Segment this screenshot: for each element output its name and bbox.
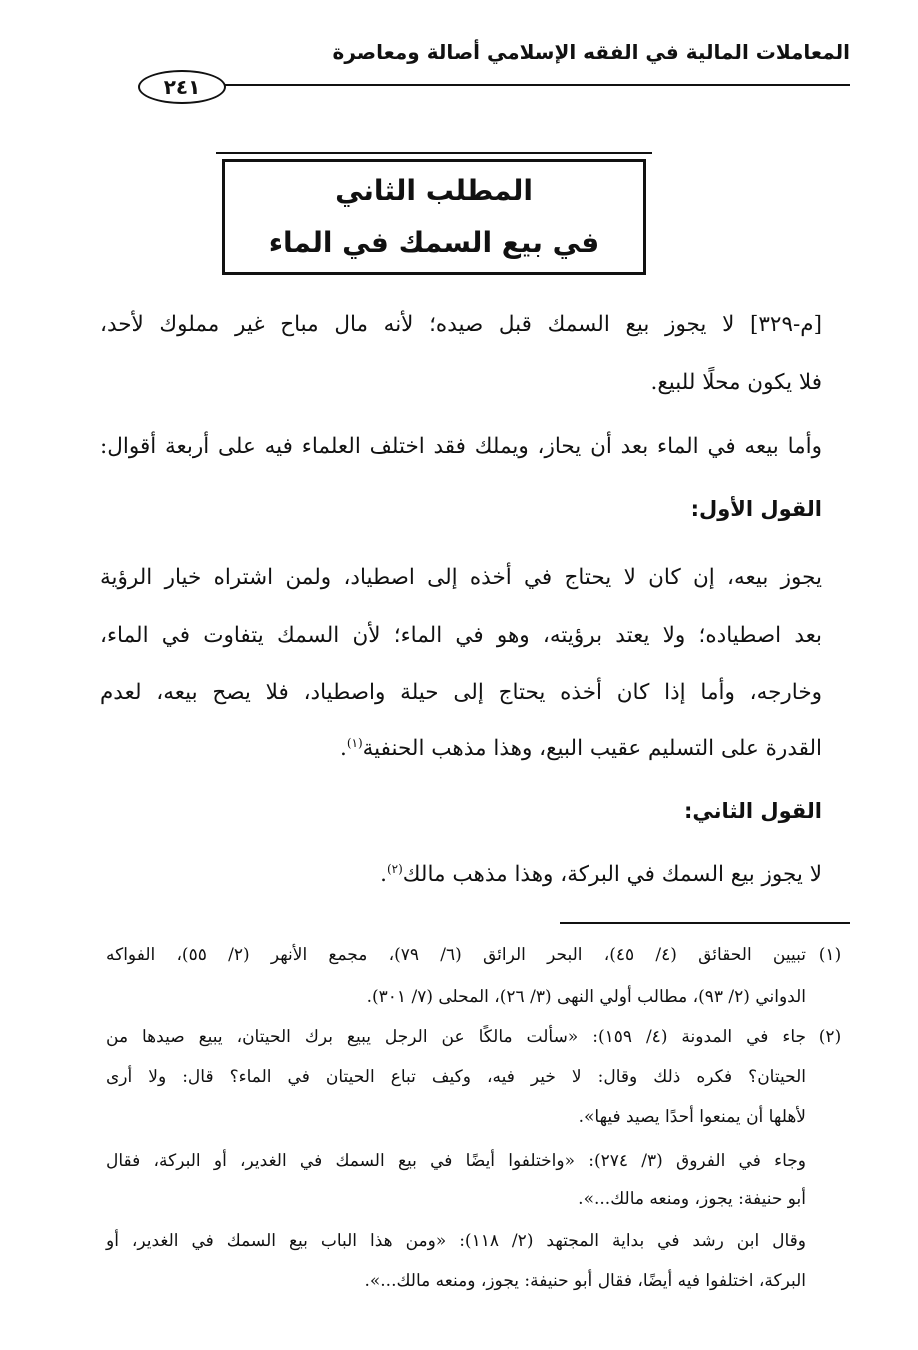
paragraph-3-line-4-text: القدرة على التسليم عقيب البيع، وهذا مذهب الحنفية bbox=[362, 736, 822, 761]
page-number: ٢٤١ bbox=[138, 70, 226, 104]
footnote-1-line-1: تبيين الحقائق (٤/ ٤٥)، البحر الرائق (٦/ ٧٩)، مجمع الأنهر (٢/ ٥٥)، الفواكه bbox=[106, 945, 806, 965]
footnote-2-line-5: أبو حنيفة: يجوز، ومنعه مالك...». bbox=[578, 1189, 806, 1209]
footnote-ref-1[interactable]: (١) bbox=[346, 735, 363, 750]
footnote-2-line-6: وقال ابن رشد في بداية المجتهد (٢/ ١١٨): «ومن هذا الباب بيع السمك في الغدير، أو bbox=[106, 1231, 806, 1251]
footnote-2-line-2: الحيتان؟ فكره ذلك وقال: لا خير فيه، وكيف تباع الحيتان في الماء؟ قال: ولا أرى bbox=[106, 1067, 806, 1087]
footnote-2-number: (٢) bbox=[818, 1027, 842, 1047]
footnote-ref-2[interactable]: (٢) bbox=[386, 861, 403, 876]
footnote-1-number: (١) bbox=[818, 945, 842, 965]
heading-second-opinion: القول الثاني: bbox=[684, 799, 822, 823]
footnote-2-line-3: لأهلها أن يمنعوا أحدًا يصيد فيها». bbox=[578, 1107, 806, 1127]
running-header-title: المعاملات المالية في الفقه الإسلامي أصالة ومعاصرة bbox=[332, 40, 850, 64]
section-title-line1: المطلب الثاني bbox=[335, 174, 533, 207]
paragraph-4-line-1 bbox=[380, 860, 822, 890]
footnote-2-line-4: وجاء في الفروق (٣/ ٢٧٤): «واختلفوا أيضًا في بيع السمك في الغدير، أو البركة، فقال bbox=[106, 1151, 806, 1171]
paragraph-3-line-4 bbox=[340, 734, 822, 764]
heading-first-opinion: القول الأول: bbox=[690, 497, 822, 521]
paragraph-4-line-1-text: لا يجوز بيع السمك في البركة، وهذا مذهب مالك bbox=[402, 862, 822, 887]
section-title-line2: في بيع السمك في الماء bbox=[268, 226, 600, 259]
footnote-separator bbox=[560, 922, 850, 924]
title-top-rule bbox=[216, 152, 652, 154]
footnote-1-line-2: الدواني (٢/ ٩٣)، مطالب أولي النهى (٣/ ٢٦)، المحلى (٧/ ٣٠١). bbox=[366, 987, 806, 1007]
paragraph-4-line-1-end: . bbox=[380, 862, 387, 887]
paragraph-2-line-1: وأما بيعه في الماء بعد أن يحاز، ويملك فقد اختلف العلماء فيه على أربعة أقوال: bbox=[100, 434, 823, 459]
paragraph-3-line-1: يجوز بيعه، إن كان لا يحتاج في أخذه إلى اصطياد، ولمن اشتراه خيار الرؤية bbox=[100, 565, 822, 590]
footnote-2-line-1: جاء في المدونة (٤/ ١٥٩): «سألت مالكًا عن الرجل يبيع برك الحيتان، يبيع صيدها من bbox=[106, 1027, 807, 1047]
paragraph-3-line-4-end: . bbox=[339, 736, 347, 761]
paragraph-1-line-2: فلا يكون محلًا للبيع. bbox=[650, 370, 822, 395]
section-title-box bbox=[222, 159, 646, 275]
footnote-2-line-7: البركة، اختلفوا فيه أيضًا، فقال أبو حنيفة: يجوز، ومنعه مالك...». bbox=[364, 1271, 806, 1291]
paragraph-3-line-3: وخارجه، وأما إذا كان أخذه يحتاج إلى حيلة واصطياد، فلا يصح بيعه، لعدم bbox=[100, 680, 822, 705]
paragraph-3-line-2: بعد اصطياده؛ ولا يعتد برؤيته، وهو في الماء؛ لأن السمك يتفاوت في الماء، bbox=[100, 623, 822, 648]
paragraph-1-line-1: [م-٣٢٩] لا يجوز بيع السمك قبل صيده؛ لأنه مال مباح غير مملوك لأحد، bbox=[100, 312, 822, 337]
header-rule bbox=[210, 84, 850, 86]
